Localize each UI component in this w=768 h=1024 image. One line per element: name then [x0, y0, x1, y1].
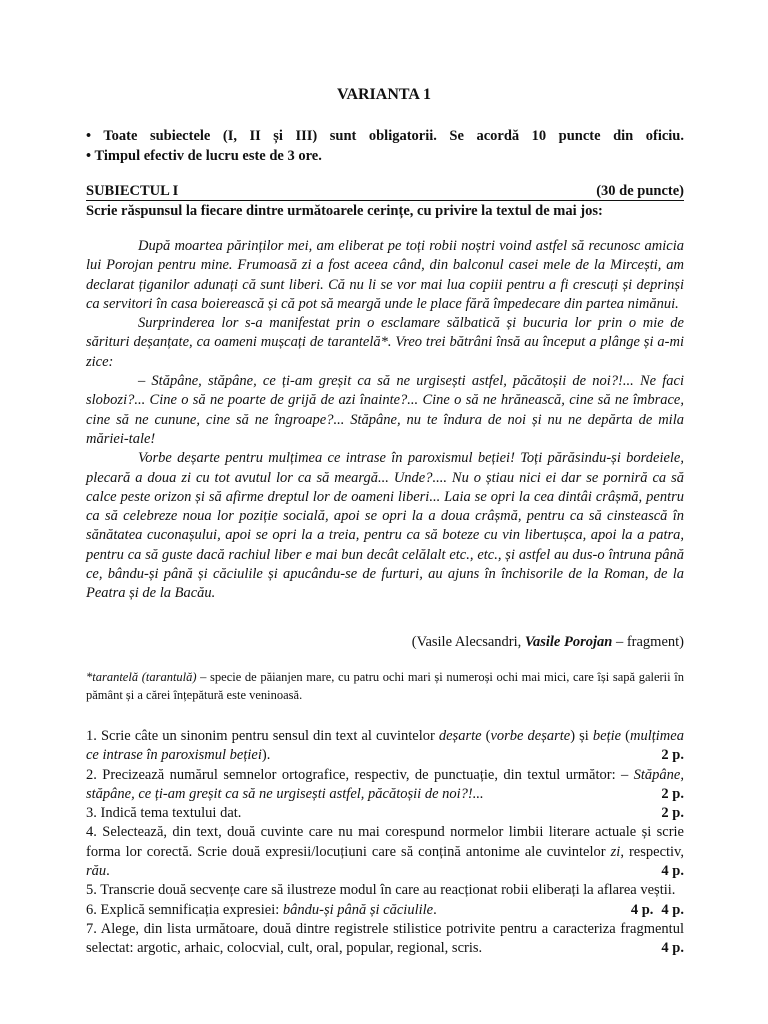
rule-item: • Toate subiectele (I, II și III) sunt obligatorii. Se acordă 10 puncte din oficiu.: [86, 128, 684, 144]
page-title: VARIANTA 1: [336, 86, 432, 103]
subject-points: (30 de puncte): [596, 183, 684, 199]
passage-paragraph: Vorbe deșarte pentru mulțimea ce intrase în paroxismul beției! Toți părăsindu-și bordeiele, plecară a doua zi cu tot avutul lor ca să meargă... Unde?.... Nu o știau nici ei dar se porniră ca să calce peste orizon și să afirme dreptul lor de oameni liberi... Laia se opri la cea dintâi crâșmă, pentru ca să celebreze noua lor poziție socială, apoi se opri la a doua crâșmă, pentru ca să cinstească în sănătatea cuconașului, apoi se opri la a treia, pentru ca să boteze cu vin libertușca, apoi la a patra, pentru ca să guste dacă rachiul liber e mai bun decât celălalt etc., etc., și astfel au dus-o întruna până ce, bându-și până și căciulile și apucându-se de furturi, au ajuns în închisorile de la Roman, de la Peatra și de la Bacău.: [86, 450, 684, 602]
question-points: 4 p.: [630, 901, 654, 918]
question-points: 4 p.: [661, 901, 684, 918]
footnote-term: *tarantelă (tarantulă): [86, 670, 197, 684]
question-points: 2 p.: [661, 805, 684, 822]
source-suffix: – fragment): [612, 634, 684, 650]
passage-source: [86, 634, 684, 651]
question-text: 4. Selectează, din text, două cuvinte care nu mai corespund normelor limbii literare actuale și scrie forma lor corectă. Scrie două expresii/locuțiuni care să conțină antonime ale cuvintelor zi, respectiv, rău.: [86, 824, 684, 880]
question-list: [86, 727, 684, 959]
subject-instruction: Scrie răspunsul la fiecare dintre următoarele cerințe, cu privire la textul de mai jos:: [86, 203, 603, 219]
question-points: 4 p.: [661, 863, 684, 880]
source-author: (Vasile Alecsandri,: [411, 634, 525, 650]
question-item: [86, 920, 684, 959]
footnote: [86, 668, 684, 704]
question-item: [86, 727, 684, 766]
literary-passage: [86, 237, 684, 604]
question-text: 3. Indică tema textului dat.: [86, 805, 242, 822]
question-text: 5. Transcrie două secvențe care să ilustreze modul în care au reacționat robii eliberați la aflarea veștii.: [86, 882, 676, 899]
question-item: [86, 823, 684, 881]
question-text: 1. Scrie câte un sinonim pentru sensul din text al cuvintelor deșarte (vorbe deșarte) și beție (mulțimea ce intrase în paroxismul beției).: [86, 728, 684, 764]
source-work-title: Vasile Porojan: [524, 634, 613, 650]
question-item: [86, 901, 684, 920]
passage-paragraph: Surprinderea lor s-a manifestat prin o esclamare sălbatică și bucuria lor prin o mie de sărituri deșanțate, ca oameni mușcați de tarantelă*. Vreo trei bătrâni însă au început a plânge și a-mi zice:: [86, 315, 684, 370]
exam-rules: [86, 126, 684, 166]
question-text: 7. Alege, din lista următoare, două dintre registrele stilistice potrivite pentru a caracteriza fragmentul selectat: argotic, arhaic, colocvial, cult, oral, popular, regional, scris.: [86, 920, 684, 957]
question-points: 2 p.: [661, 747, 684, 764]
question-points: 4 p.: [661, 940, 684, 957]
subject-header: [86, 182, 684, 201]
passage-paragraph: După moartea părinților mei, am eliberat pe toți robii noștri voind astfel să recunosc amicia lui Porojan pentru mine. Frumoasă zi a fost aceea când, din balconul casei mele de la Mircești, am declarat țiganilor adunați că sunt liberi. Că nu li se vor mai lua copiii pentru a fi crescuți și deprinși ca servitori în casa boierească și că pot să meargă unde le place fără împedecare din partea nimănui.: [86, 238, 684, 312]
subject-name: SUBIECTUL I: [86, 183, 179, 199]
rule-item: • Timpul efectiv de lucru este de 3 ore.: [86, 148, 322, 164]
passage-paragraph: – Stăpâne, stăpâne, ce ți-am greșit ca să ne urgisești astfel, păcătoșii de noi?!... Ne faci slobozi?... Cine o să ne poarte de grijă de azi înainte?... Cine o să ne hrănească, cine să ne îmbrace, cine să ne cunune, cine să ne îngroape?... Stăpâne, nu te îndura de noi și nu ne depărta de mila măriei-tale!: [86, 373, 684, 447]
question-item: [86, 766, 684, 805]
question-item: [86, 804, 684, 823]
question-text: 2. Precizează numărul semnelor ortografice, respectiv, de punctuație, din textul următor: – Stăpâne, stăpâne, ce ți-am greșit ca să ne urgisești astfel, păcătoșii de noi?!...: [86, 766, 684, 802]
question-text: 6. Explică semnificația expresiei: bându-și până și căciulile.: [86, 901, 437, 918]
footnote-definition: – specie de păianjen mare, cu patru ochi mari și numeroși ochi mai mici, care își sapă galerii în pământ și a cărei înțepătură este veninoasă.: [86, 670, 684, 702]
question-points: 2 p.: [661, 785, 684, 802]
